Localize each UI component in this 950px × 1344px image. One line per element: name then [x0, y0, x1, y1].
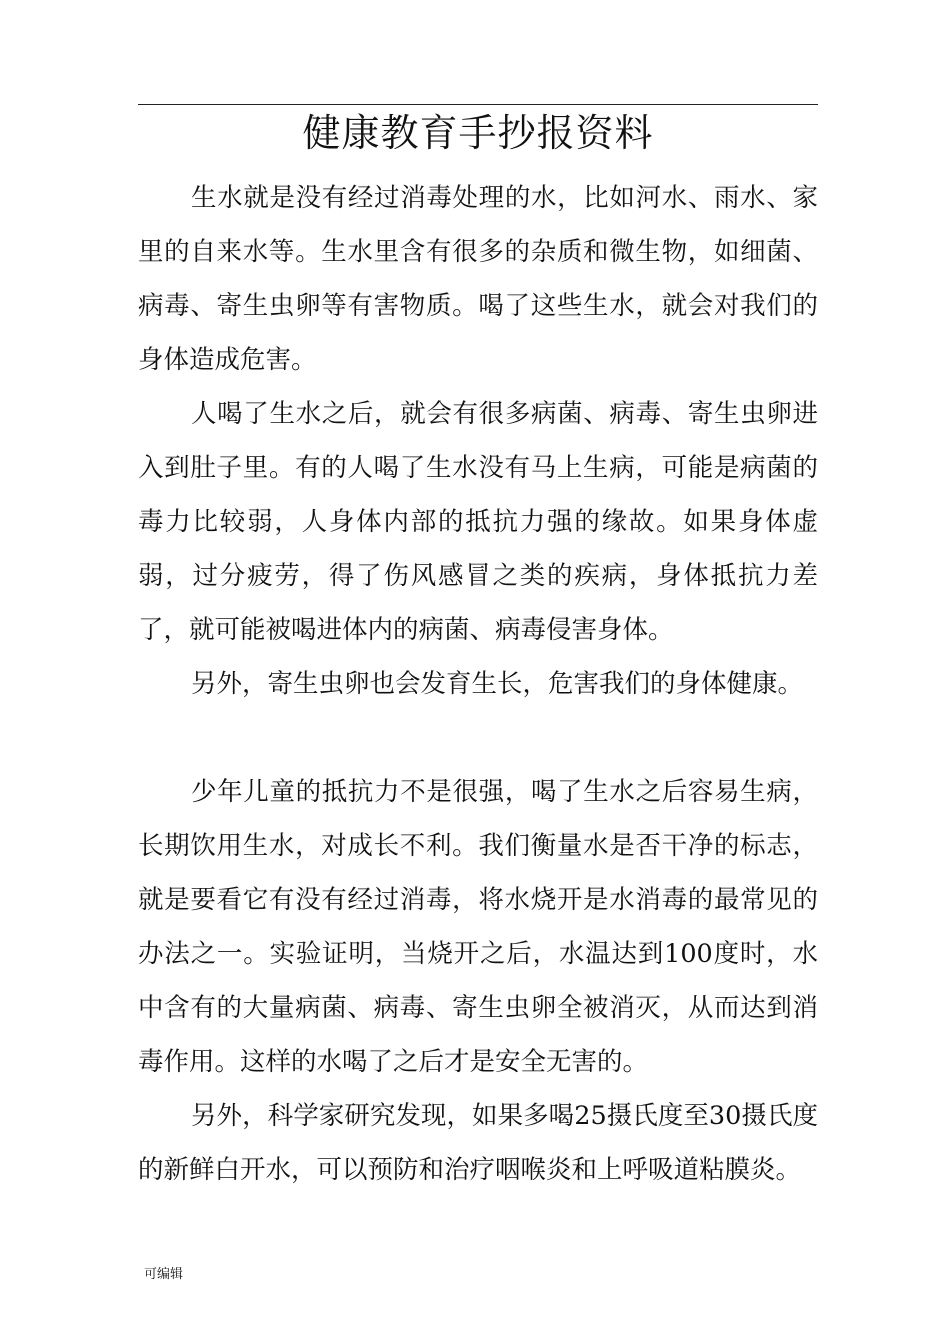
paragraph-1: 生水就是没有经过消毒处理的水，比如河水、雨水、家里的自来水等。生水里含有很多的杂质和微生物，如细菌、病毒、寄生虫卵等有害物质。喝了这些生水，就会对我们的身体造成危害。: [138, 183, 818, 375]
header-rule: [138, 104, 818, 105]
footer-editable-note: 可编辑: [144, 1267, 184, 1282]
paragraph-3: 另外，寄生虫卵也会发育生长，危害我们的身体健康。: [191, 669, 804, 699]
document-body: [138, 171, 818, 1197]
paragraph-gap: [138, 711, 818, 765]
document-title: 健康教育手抄报资料: [302, 111, 654, 155]
paragraph-5: 另外，科学家研究发现，如果多喝25摄氏度至30摄氏度的新鲜白开水，可以预防和治疗咽喉炎和上呼吸道粘膜炎。: [138, 1101, 818, 1185]
paragraph-2: 人喝了生水之后，就会有很多病菌、病毒、寄生虫卵进入到肚子里。有的人喝了生水没有马上生病，可能是病菌的毒力比较弱，人身体内部的抵抗力强的缘故。如果身体虚弱，过分疲劳，得了伤风感冒之类的疾病，身体抵抗力差了，就可能被喝进体内的病菌、病毒侵害身体。: [138, 399, 818, 645]
paragraph-4: 少年儿童的抵抗力不是很强，喝了生水之后容易生病，长期饮用生水，对成长不利。我们衡量水是否干净的标志，就是要看它有没有经过消毒，将水烧开是水消毒的最常见的办法之一。实验证明，当烧开之后，水温达到100度时，水中含有的大量病菌、病毒、寄生虫卵全被消灭，从而达到消毒作用。这样的水喝了之后才是安全无害的。: [138, 777, 818, 1077]
